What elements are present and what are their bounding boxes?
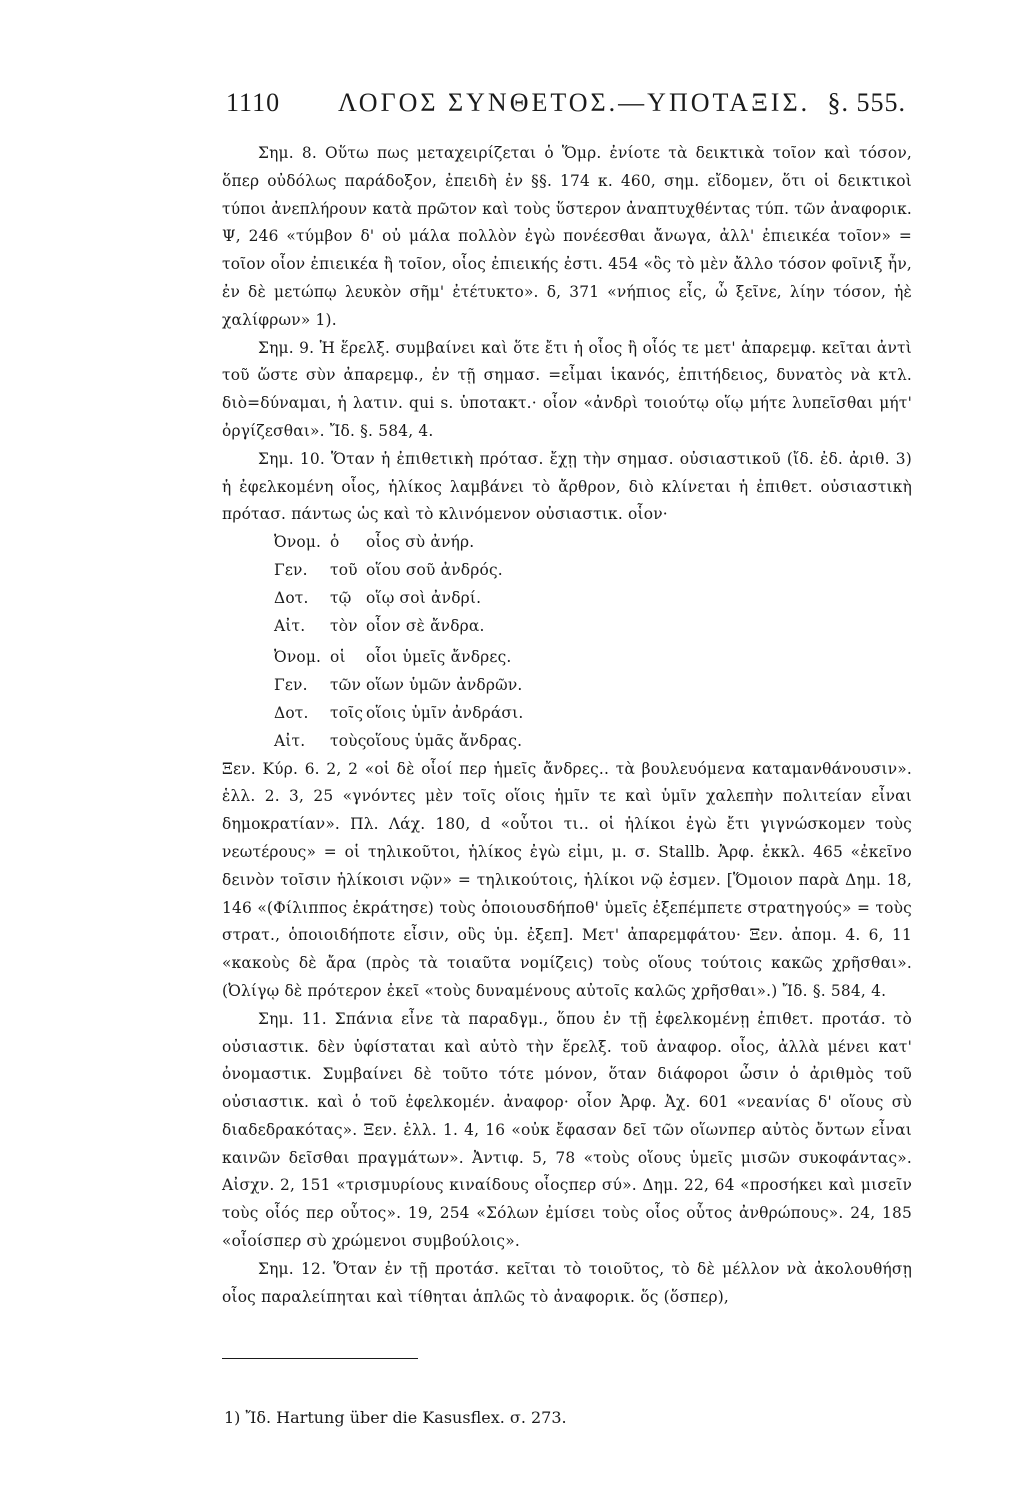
case-form: οἵοις ὑμῖν ἀνδράσι.	[366, 703, 524, 722]
footnote: 1) Ἴδ. Hartung über die Kasusflex. σ. 273.	[224, 1408, 567, 1427]
case-form: οἵων ὑμῶν ἀνδρῶν.	[366, 676, 523, 695]
case-form: οἵους ὑμᾶς ἄνδρας.	[366, 731, 523, 750]
case-form: οἵου σοῦ ἀνδρός.	[366, 560, 503, 579]
note-9: Σημ. 9. Ἡ ἕρελξ. συμβαίνει καὶ ὅτε ἔτι ἡ οἷος ἢ οἷός τε μετ' ἀπαρεμφ. κεῖται ἀντὶ τοῦ ὥστε σὺν ἀπαρεμφ., ἐν τῇ σημασ. =εἶμαι ἱκανός, ἐπιτήδειος, δυνατὸς νὰ κτλ. διὸ=δύναμαι, ἡ λατιν. qui s. ὑποτακτ.· οἷον «ἀνδρὶ τοιούτῳ οἵῳ μήτε λυπεῖσθαι μήτ' ὀργίζεσθαι». Ἴδ. §. 584, 4.	[222, 338, 912, 440]
note-12: Σημ. 12. Ὅταν ἐν τῇ προτάσ. κεῖται τὸ τοιοῦτος, τὸ δὲ μέλλον νὰ ἀκολουθήσῃ οἷος παραλείπηται καὶ τίθηται ἁπλῶς τὸ ἀναφορικ. ὅς (ὅσπερ),	[222, 1259, 912, 1306]
note-8: Σημ. 8. Οὕτω πως μεταχειρίζεται ὁ Ὅμρ. ἐνίοτε τὰ δεικτικὰ τοῖον καὶ τόσον, ὅπερ οὐδόλως παράδοξον, ἐπειδὴ ἐν §§. 174 κ. 460, σημ. εἴδομεν, ὅτι οἱ δεικτικοὶ τύποι ἀνεπλήρουν κατὰ πρῶτον καὶ τοὺς ὕστερον ἀναπτυχθέντας τύπ. τῶν ἀναφορικ. Ψ, 246 «τύμβον δ' οὐ μάλα πολλὸν ἐγὼ πονέεσθαι ἄνωγα, ἀλλ' ἐπιεικέα τοῖον» = τοῖον οἷον ἐπιεικέα ἢ τοῖον, οἷος ἐπιεικής ἐστι. 454 «ὃς τὸ μὲν ἄλλο τόσον φοῖνιξ ἦν, ἐν δὲ μετώπῳ λευκὸν σῆμ' ἐτέτυκτο». δ, 371 «νήπιος εἶς, ὦ ξεῖνε, λίην τόσον, ἠὲ χαλίφρων» 1).	[222, 144, 912, 329]
article: τοῖς	[330, 703, 364, 722]
article: τῷ	[330, 588, 352, 607]
article: οἱ	[330, 648, 346, 667]
case-label: Γεν.	[274, 560, 308, 579]
article: τῶν	[330, 676, 362, 695]
case-label: Ὀνομ.	[274, 648, 322, 667]
running-header	[226, 88, 906, 128]
case-form: οἵῳ σοὶ ἀνδρί.	[366, 588, 482, 607]
case-label: Αἰτ.	[274, 731, 306, 750]
article: τοῦ	[330, 560, 358, 579]
page-number: 1110	[226, 88, 281, 117]
running-title: ΛΟΓΟΣ ΣΥΝΘΕΤΟΣ.—ΥΠΟΤΑΞΙΣ.	[338, 88, 811, 117]
case-label: Δοτ.	[274, 588, 309, 607]
note-10-continuation: Ξεν. Κύρ. 6. 2, 2 «οἱ δὲ οἷοί περ ἡμεῖς ἄνδρες.. τὰ βουλευόμενα καταμανθάνουσιν». ἑλλ. 2. 3, 25 «γνόντες μὲν τοῖς οἵοις ἡμῖν τε καὶ ὑμῖν χαλεπὴν πολιτείαν εἶναι δημοκρατίαν». Πλ. Λάχ. 180, d «οὗτοι τι.. οἱ ἡλίκοι ἐγὼ ἔτι γιγνώσκομεν τοὺς νεωτέρους» = οἱ τηλικοῦτοι, ἡλίκος ἐγὼ εἰμι, μ. σ. Stallb. Ἀρφ. ἐκκλ. 465 «ἐκεῖνο δεινὸν τοῖσιν ἡλίκοισι νῷν» = τηλικούτοις, ἡλίκοι νῷ ἐσμεν. [Ὅμοιον παρὰ Δημ. 18, 146 «(Φίλιππος ἐκράτησε) τοὺς ὁποιουσδήποθ' ὑμεῖς ἐξεπέμπετε στρατηγούς» = τοὺς στρατ., ὁποιοιδήποτε εἶσιν, οὓς ὑμ. ἐξεπ]. Μετ' ἀπαρεμφάτου· Ξεν. ἀπομ. 4. 6, 11 «κακοὺς δὲ ἄρα (πρὸς τὰ τοιαῦτα νομίζεις) τοὺς οἵους τούτοις κακῶς χρῆσθαι». (Ὀλίγῳ δὲ πρότερον ἐκεῖ «τοὺς δυναμένους αὐτοῖς καλῶς χρῆσθαι».) Ἴδ. §. 584, 4.	[222, 759, 912, 1000]
case-label: Γεν.	[274, 676, 308, 695]
article: τοὺς	[330, 731, 367, 750]
note-11: Σημ. 11. Σπάνια εἶνε τὰ παραδγμ., ὅπου ἐν τῇ ἐφελκομένῃ ἐπιθετ. προτάσ. τὸ οὐσιαστικ. δὲν ὑφίσταται καὶ αὐτὸ τὴν ἕρελξ. τοῦ ἀναφορ. οἷος, ἀλλὰ μένει κατ' ὀνομαστικ. Συμβαίνει δὲ τοῦτο τότε μόνον, ὅταν διάφοροι ὦσιν ὁ ἀριθμὸς τοῦ οὐσιαστικ. καὶ ὁ τοῦ ἐφελκομέν. ἀναφορ· οἷον Ἀρφ. Ἀχ. 601 «νεανίας δ' οἵους σὺ διαδεδρακότας». Ξεν. ἑλλ. 1. 4, 16 «οὐκ ἔφασαν δεῖ τῶν οἵωνπερ αὐτὸς ὄντων εἶναι καινῶν δεῖσθαι πραγμάτων». Ἀντιφ. 5, 78 «τοὺς οἵους ὑμεῖς μισῶν συκοφάντας». Αἰσχν. 2, 151 «τρισμυρίους κιναίδους οἷοςπερ σύ». Δημ. 22, 64 «προσήκει καὶ μισεῖν τοὺς οἷός περ οὗτος». 19, 254 «Σόλων ἐμίσει τοὺς οἷος οὗτος ἀνθρώπους». 24, 185 «οἷοίσπερ σὺ χρώμενοι συμβούλοις».	[222, 1009, 912, 1251]
case-label: Ὀνομ.	[274, 533, 322, 552]
case-form: οἷος σὺ ἀνήρ.	[366, 533, 475, 552]
case-form: οἷοι ὑμεῖς ἄνδρες.	[366, 648, 512, 667]
footnote-rule	[222, 1358, 418, 1359]
case-form: οἷον σὲ ἄνδρα.	[366, 616, 485, 635]
declension-table-singular	[274, 529, 912, 640]
case-label: Δοτ.	[274, 703, 309, 722]
section-number: §. 555.	[827, 88, 906, 117]
body-text	[222, 140, 912, 1311]
declension-table-plural	[274, 644, 912, 755]
note-10-intro: Σημ. 10. Ὅταν ἡ ἐπιθετικὴ πρότασ. ἔχῃ τὴν σημασ. οὐσιαστικοῦ (ἴδ. ἐδ. ἀριθ. 3) ἡ ἐφελκομένη οἷος, ἡλίκος λαμβάνει τὸ ἄρθρον, διὸ κλίνεται ἡ ἐπιθετ. οὐσιαστικὴ πρότασ. πάντως ὡς καὶ τὸ κλινόμενον οὐσιαστικ. οἷον·	[222, 449, 912, 524]
case-label: Αἰτ.	[274, 616, 306, 635]
article: τὸν	[330, 616, 358, 635]
article: ὁ	[330, 533, 340, 552]
